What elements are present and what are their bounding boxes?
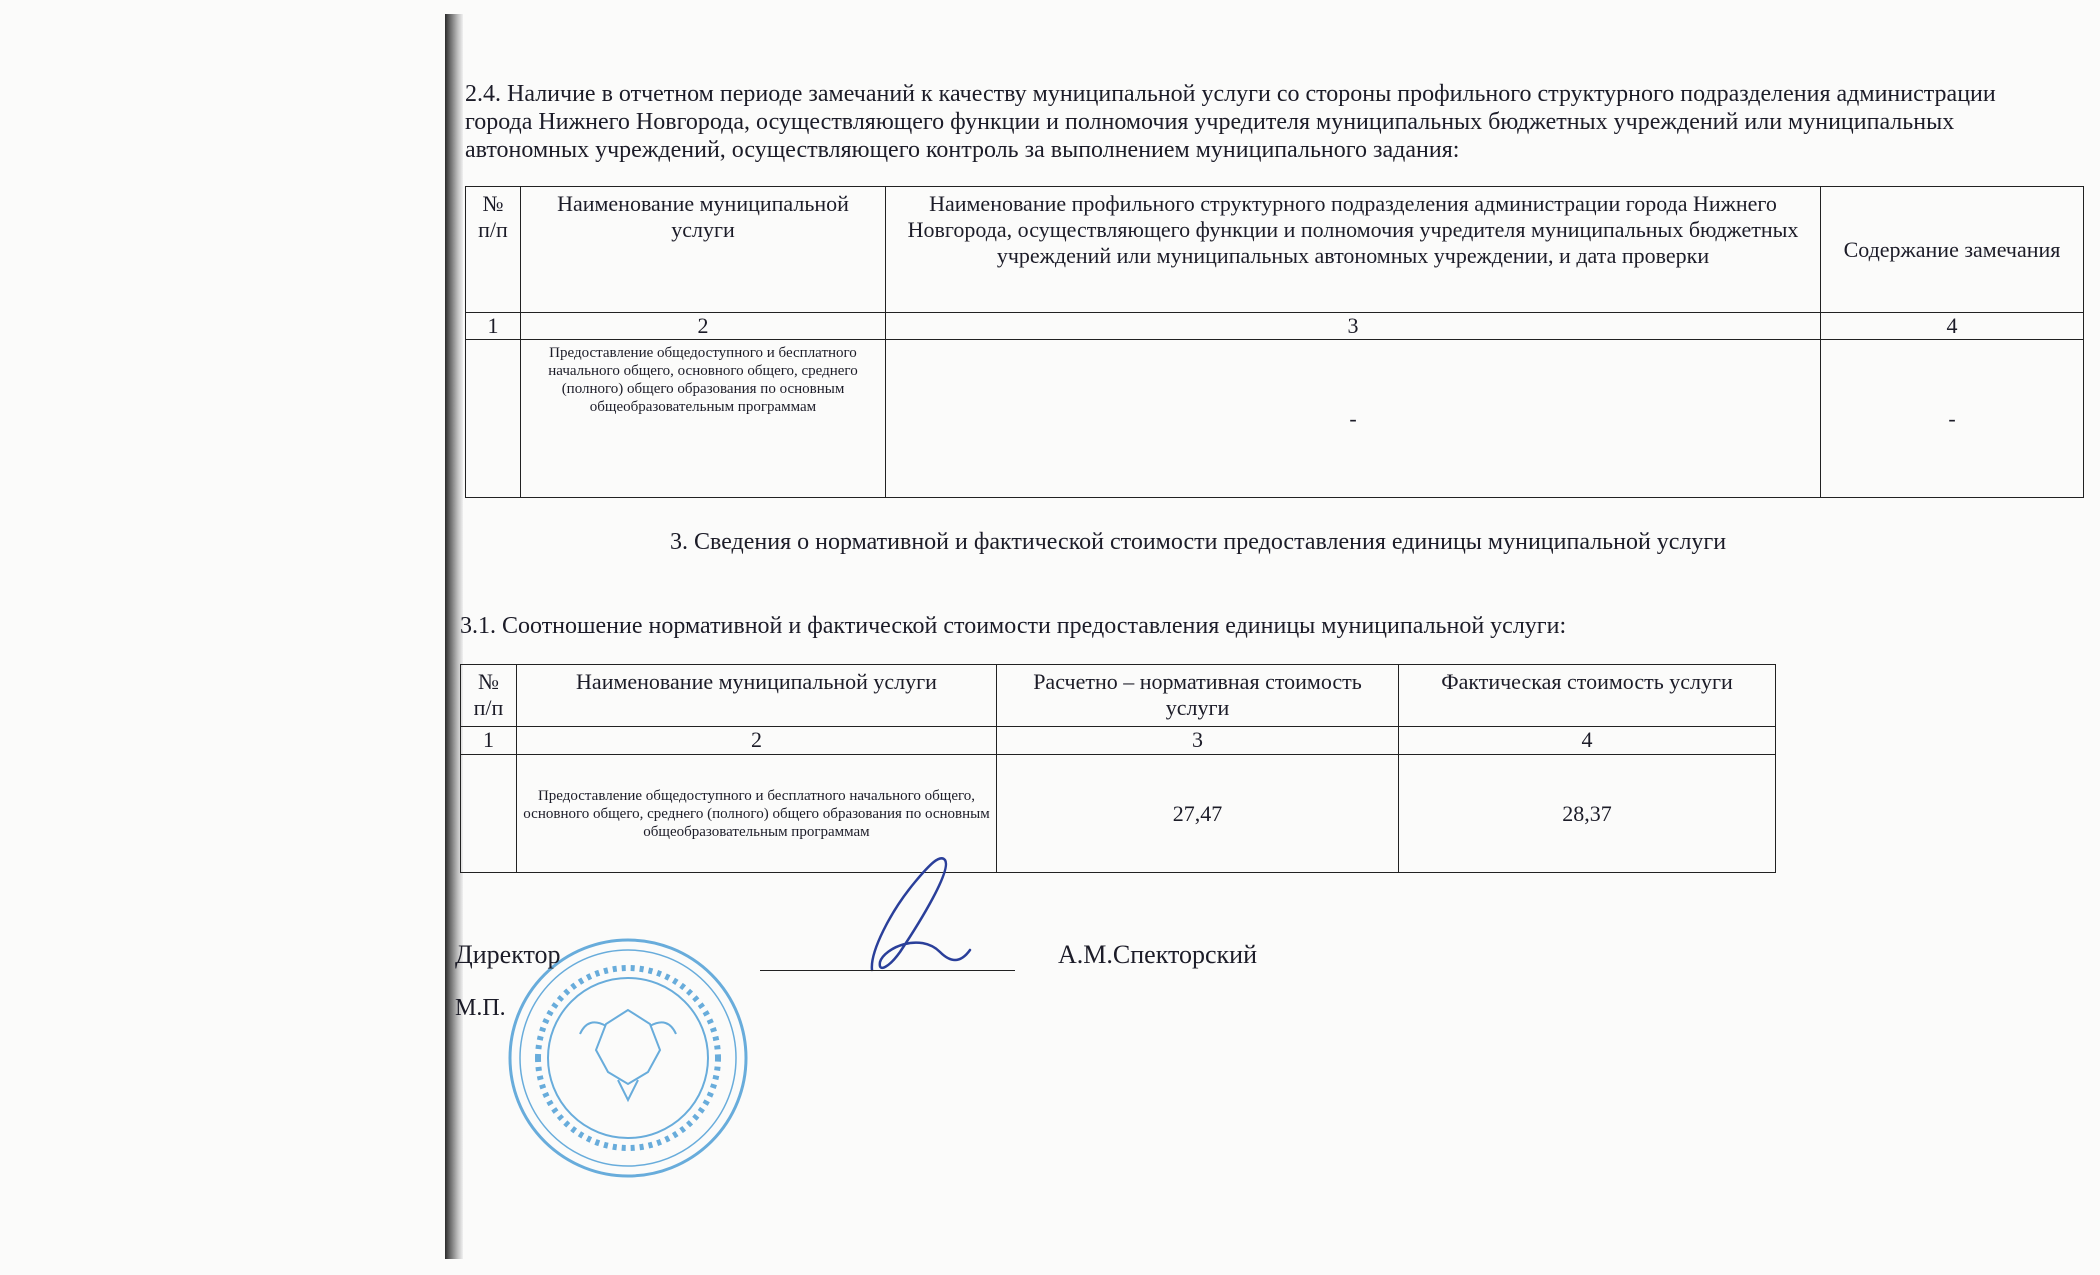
colnum-2: 2: [521, 313, 886, 340]
cost-colnum-1: 1: [461, 727, 517, 755]
director-label: Директор: [455, 940, 561, 969]
cost-colnum-2: 2: [517, 727, 997, 755]
cost-row-service: Предоставление общедоступного и бесплатного начального общего, основного общего, среднего (полного) общего образования по основным общеобразовательным программам: [517, 755, 997, 873]
section-2-4-text: 2.4. Наличие в отчетном периоде замечаний к качеству муниципальной услуги со стороны профильного структурного подразделения администрации города Нижнего Новгорода, осуществляющего функции и полномочия учредителя муниципальных бюджетных учреждений или муниципальных автономных учреждений, осуществляющего контроль за выполнением муниципального задания:: [465, 81, 1996, 163]
header-service: Наименование муниципальной услуги: [521, 187, 886, 313]
colnum-4: 4: [1821, 313, 2084, 340]
signature-line: [760, 970, 1015, 971]
header-department: Наименование профильного структурного подразделения администрации города Нижнего Новгорода, осуществляющего функции и полномочия учредителя муниципальных бюджетных учреждений или муниципальных автономных учреждении, и дата проверки: [886, 187, 1821, 313]
cost-row-normative: 27,47: [997, 755, 1399, 873]
section-3-heading: 3. Сведения о нормативной и фактической стоимости предоставления единицы муниципальной услуги: [670, 529, 1727, 555]
cost-table: [460, 664, 1776, 873]
row-num: [466, 340, 521, 498]
handwritten-signature: [860, 852, 980, 977]
cost-colnum-4: 4: [1399, 727, 1776, 755]
section-3-1-text: 3.1. Соотношение нормативной и фактической стоимости предоставления единицы муниципальной услуги:: [460, 613, 1567, 639]
row-service: Предоставление общедоступного и бесплатного начального общего, основного общего, среднего (полного) общего образования по основным общеобразовательным программам: [521, 340, 886, 498]
cost-colnum-3: 3: [997, 727, 1399, 755]
seal-label: М.П.: [455, 995, 506, 1021]
colnum-3: 3: [886, 313, 1821, 340]
director-name: А.М.Спекторский: [1058, 940, 1257, 969]
cost-row-actual: 28,37: [1399, 755, 1776, 873]
header-remark: Содержание замечания: [1821, 187, 2084, 313]
row-remark: -: [1821, 340, 2084, 498]
header-num: № п/п: [466, 187, 521, 313]
cost-header-actual: Фактическая стоимость услуги: [1399, 665, 1776, 727]
cost-header-num: № п/п: [461, 665, 517, 727]
cost-row-num: [461, 755, 517, 873]
remarks-table: [465, 186, 2084, 498]
cost-header-normative: Расчетно – нормативная стоимость услуги: [997, 665, 1399, 727]
colnum-1: 1: [466, 313, 521, 340]
row-department: -: [886, 340, 1821, 498]
cost-header-service: Наименование муниципальной услуги: [517, 665, 997, 727]
